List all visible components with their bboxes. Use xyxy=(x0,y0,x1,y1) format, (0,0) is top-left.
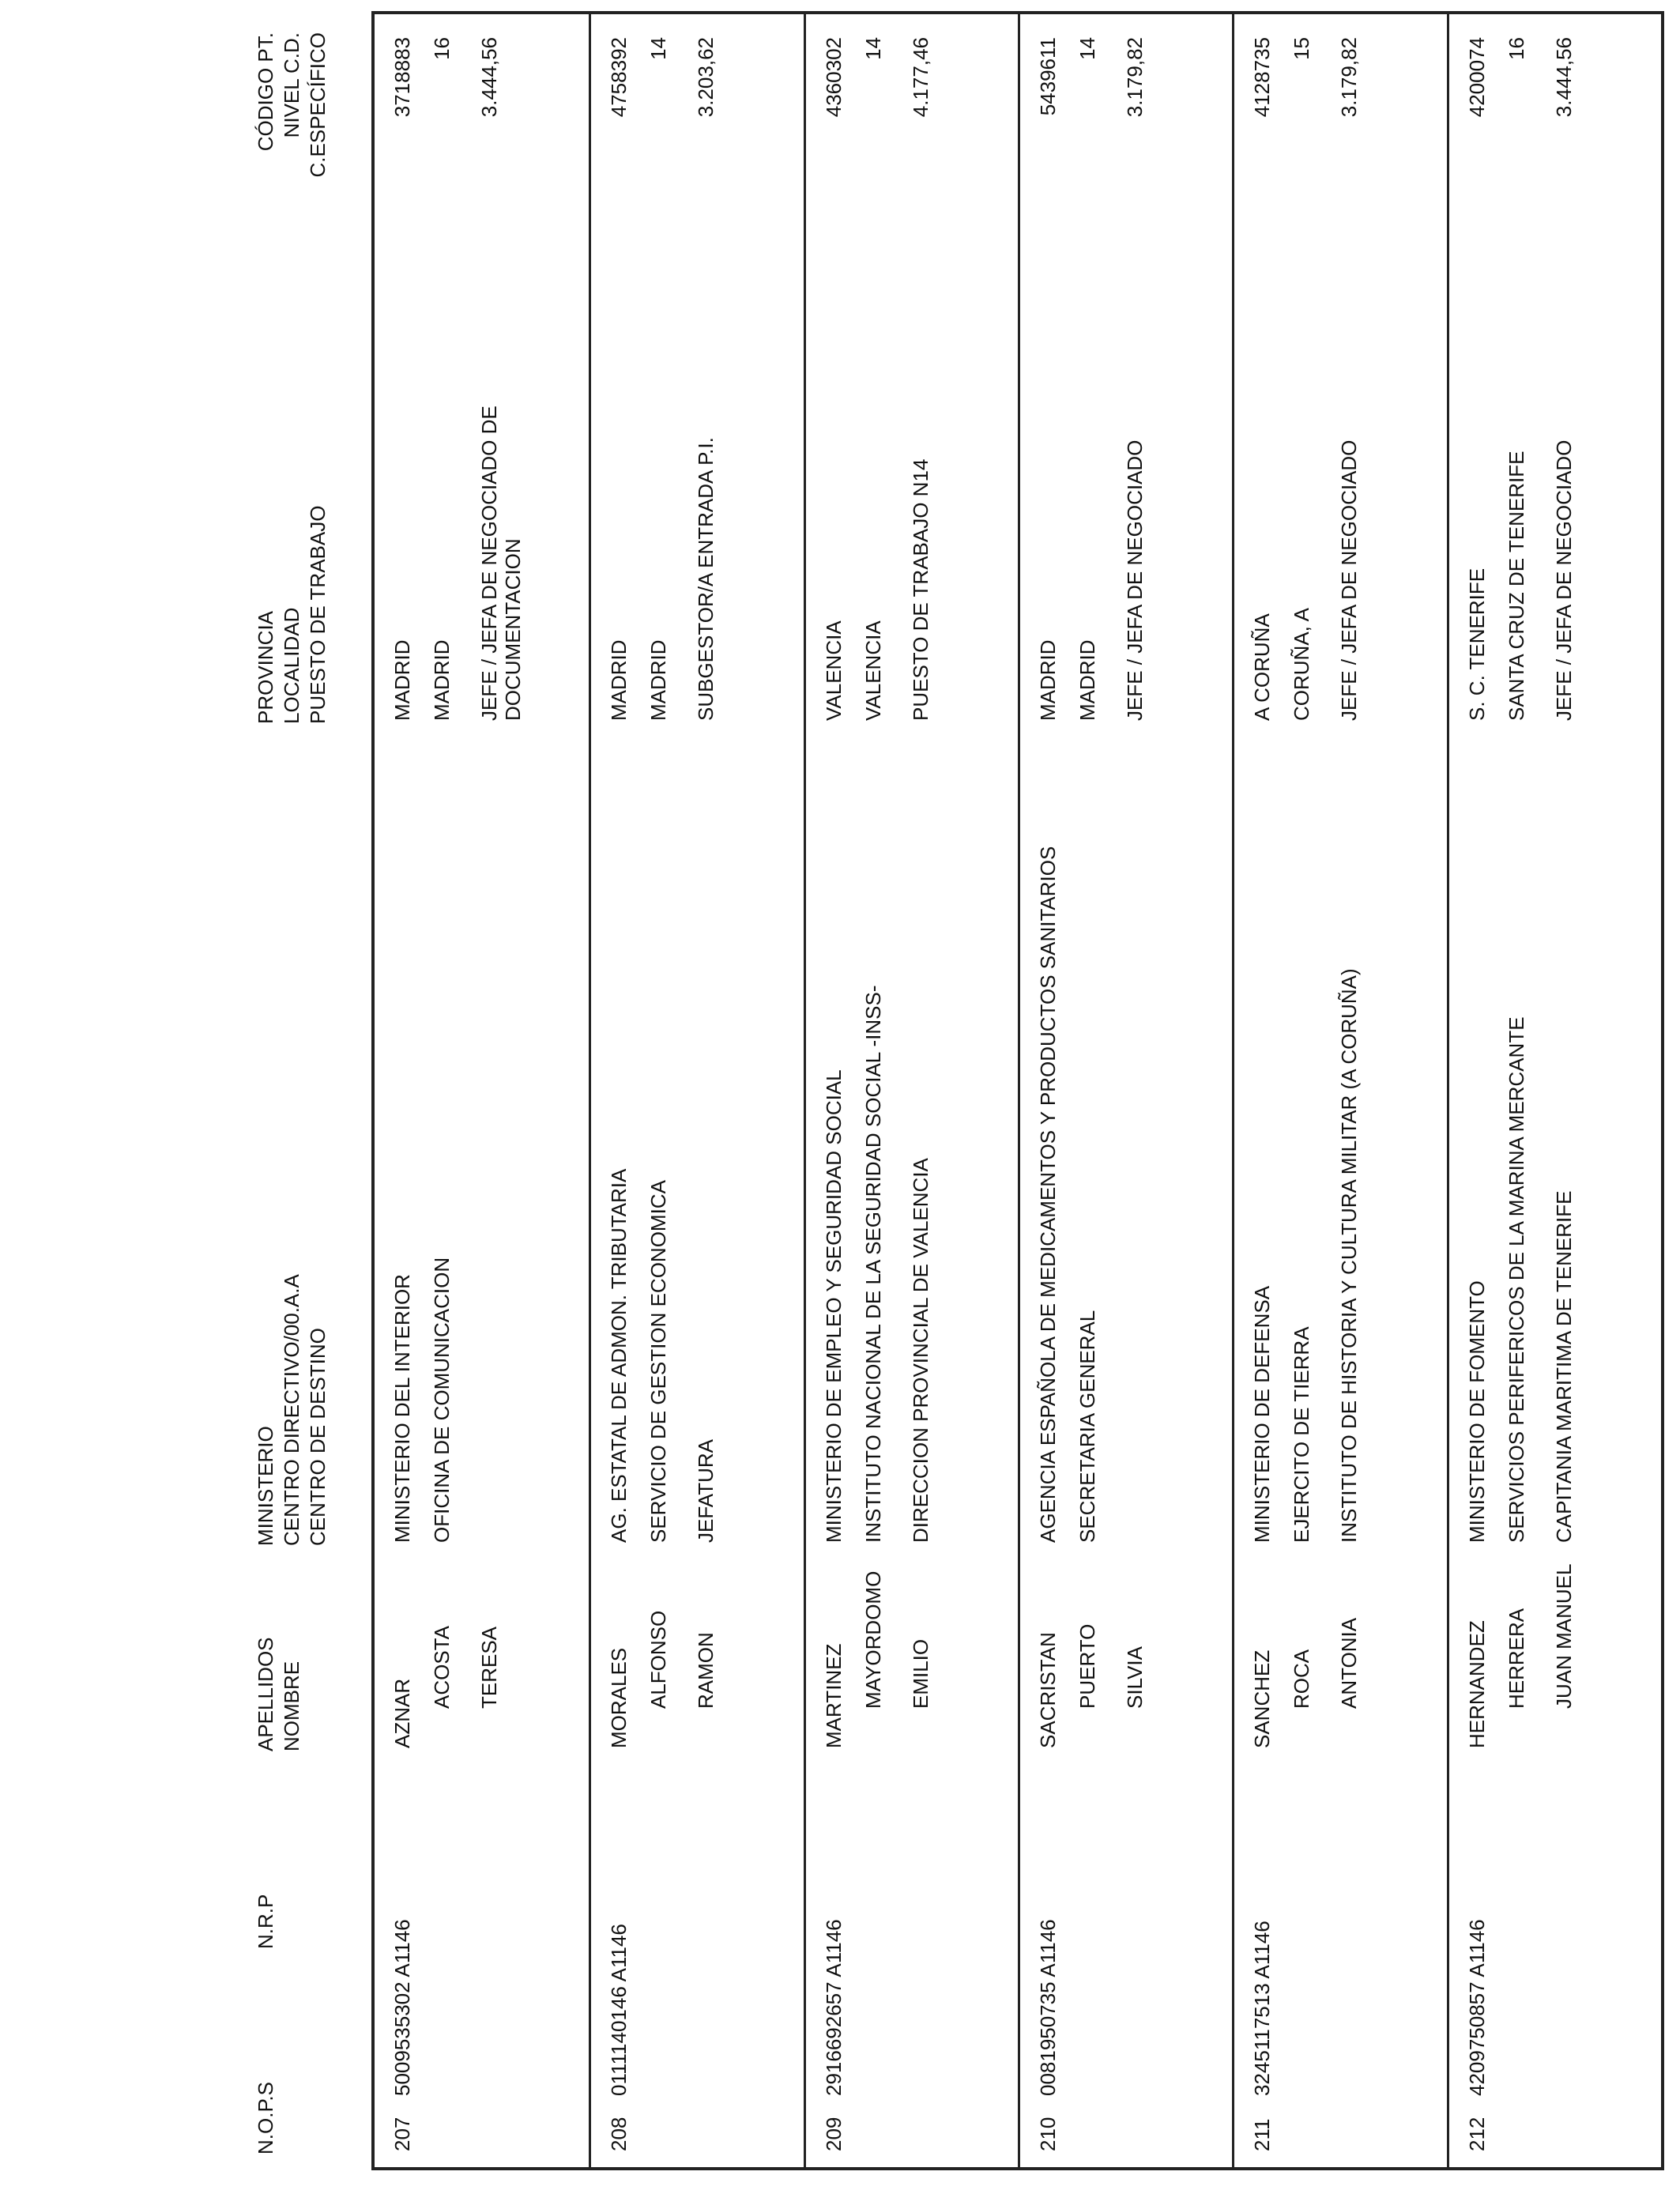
ministerio-value: AG. ESTATAL DE ADMON. TRIBUTARIA xyxy=(607,1168,631,1543)
centro-directivo-value: EJERCITO DE TIERRA xyxy=(1290,1326,1314,1543)
localidad-value: SANTA CRUZ DE TENERIFE xyxy=(1504,450,1528,721)
especifico-value: 4.177,46 xyxy=(908,37,932,118)
centro-directivo-value: SECRETARIA GENERAL xyxy=(1075,1310,1099,1543)
nivel-value: 14 xyxy=(861,37,885,60)
apellido1-value: SANCHEZ xyxy=(1250,1649,1275,1748)
header-nops: N.O.P.S xyxy=(254,2081,277,2154)
apellido2-value: HERRERA xyxy=(1504,1608,1528,1709)
ministerio-value: MINISTERIO DEL INTERIOR xyxy=(390,1274,414,1543)
apellido2-value: MAYORDOMO xyxy=(861,1570,885,1709)
nombre-value: ANTONIA xyxy=(1337,1617,1362,1709)
provincia-value: A CORUÑA xyxy=(1250,613,1275,721)
nombre-value: RAMON xyxy=(694,1632,718,1709)
localidad-value: MADRID xyxy=(1075,639,1099,721)
codigo-value: 4758392 xyxy=(607,37,631,118)
nrp-value: 0111140146 A1146 xyxy=(607,1924,631,2096)
record-group xyxy=(1018,14,1234,2167)
puesto-value: JEFE / JEFA DE NEGOCIADO xyxy=(1337,439,1362,721)
apellido1-value: MORALES xyxy=(607,1647,631,1748)
ministerio-value: MINISTERIO DE FOMENTO xyxy=(1464,1280,1489,1543)
provincia-value: MADRID xyxy=(1036,639,1060,721)
nops-value: 207 xyxy=(390,2117,414,2151)
centro-directivo-value: OFICINA DE COMUNICACION xyxy=(430,1257,454,1543)
record-group xyxy=(1447,14,1663,2167)
puesto-value: JEFE / JEFA DE NEGOCIADO DE DOCUMENTACION xyxy=(477,405,525,721)
record-group xyxy=(804,14,1020,2167)
apellido1-value: MARTINEZ xyxy=(821,1643,846,1748)
nrp-value: 2916692657 A1146 xyxy=(821,1919,846,2096)
nops-value: 210 xyxy=(1036,2117,1060,2151)
codigo-value: 5439611 xyxy=(1036,37,1060,116)
puesto-value: JEFE / JEFA DE NEGOCIADO xyxy=(1551,439,1576,721)
apellido2-value: PUERTO xyxy=(1075,1623,1099,1709)
puesto-value: JEFE / JEFA DE NEGOCIADO xyxy=(1123,439,1147,721)
centro-directivo-value: SERVICIOS PERIFERICOS DE LA MARINA MERCANTE xyxy=(1504,1016,1528,1543)
codigo-value: 4360302 xyxy=(821,37,846,118)
apellido2-value: ALFONSO xyxy=(646,1610,671,1709)
localidad-value: MADRID xyxy=(430,639,454,721)
apellido2-value: ROCA xyxy=(1290,1649,1314,1709)
record-group xyxy=(589,14,805,2167)
provincia-value: MADRID xyxy=(390,639,414,721)
especifico-value: 3.179,82 xyxy=(1123,37,1147,118)
centro-directivo-value: SERVICIO DE GESTION ECONOMICA xyxy=(646,1180,671,1543)
header-nrp: N.R.P xyxy=(254,1894,277,1949)
nrp-value: 4209750857 A1146 xyxy=(1464,1919,1489,2096)
record-group xyxy=(1232,14,1448,2167)
header-provincia: PROVINCIA LOCALIDAD PUESTO DE TRABAJO xyxy=(254,505,330,724)
nombre-value: JUAN MANUEL xyxy=(1551,1563,1576,1709)
ministerio-value: MINISTERIO DE EMPLEO Y SEGURIDAD SOCIAL xyxy=(821,1069,846,1543)
centro-destino-value: CAPITANIA MARITIMA DE TENERIFE xyxy=(1551,1190,1576,1543)
nops-value: 209 xyxy=(821,2117,846,2151)
especifico-value: 3.444,56 xyxy=(1551,37,1576,118)
centro-destino-value: DIRECCION PROVINCIAL DE VALENCIA xyxy=(908,1158,932,1543)
header-ministerio: MINISTERIO CENTRO DIRECTIVO/00.A.A CENTRO DE DESTINO xyxy=(254,1274,330,1546)
apellido1-value: SACRISTAN xyxy=(1036,1632,1060,1748)
nrp-value: 3245117513 A1146 xyxy=(1250,1921,1275,2096)
nops-value: 212 xyxy=(1464,2117,1489,2151)
nrp-value: 5009535302 A1146 xyxy=(390,1919,414,2096)
nombre-value: TERESA xyxy=(477,1626,501,1709)
centro-directivo-value: INSTITUTO NACIONAL DE LA SEGURIDAD SOCIAL -INSS- xyxy=(861,985,885,1543)
header-codigo: CÓDIGO PT. NIVEL C.D. C.ESPECÍFICO xyxy=(254,32,330,178)
ministerio-value: MINISTERIO DE DEFENSA xyxy=(1250,1285,1275,1543)
nivel-value: 16 xyxy=(430,37,454,60)
puesto-value: SUBGESTOR/A ENTRADA P.I. xyxy=(694,437,718,721)
codigo-value: 3718883 xyxy=(390,37,414,118)
apellido2-value: ACOSTA xyxy=(430,1626,454,1709)
localidad-value: CORUÑA, A xyxy=(1290,607,1314,721)
ministerio-value: AGENCIA ESPAÑOLA DE MEDICAMENTOS Y PRODUCTOS SANITARIOS xyxy=(1036,846,1060,1543)
localidad-value: VALENCIA xyxy=(861,620,885,721)
nivel-value: 15 xyxy=(1290,37,1314,60)
centro-destino-value: INSTITUTO DE HISTORIA Y CULTURA MILITAR (A CORUÑA) xyxy=(1337,968,1362,1543)
especifico-value: 3.203,62 xyxy=(694,37,718,118)
puesto-value: PUESTO DE TRABAJO N14 xyxy=(908,458,932,721)
apellido1-value: AZNAR xyxy=(390,1678,414,1748)
records-table xyxy=(371,11,1664,2170)
provincia-value: VALENCIA xyxy=(821,620,846,721)
provincia-value: S. C. TENERIFE xyxy=(1464,567,1489,721)
nivel-value: 14 xyxy=(646,37,671,60)
nops-value: 208 xyxy=(607,2117,631,2151)
nombre-value: EMILIO xyxy=(908,1638,932,1709)
nivel-value: 16 xyxy=(1504,37,1528,60)
codigo-value: 4200074 xyxy=(1464,37,1489,118)
nivel-value: 14 xyxy=(1075,37,1099,60)
codigo-value: 4128735 xyxy=(1250,37,1275,118)
nombre-value: SILVIA xyxy=(1123,1646,1147,1709)
localidad-value: MADRID xyxy=(646,639,671,721)
header-apellidos-nombre: APELLIDOS NOMBRE xyxy=(254,1637,303,1751)
nrp-value: 0081950735 A1146 xyxy=(1036,1919,1060,2096)
especifico-value: 3.179,82 xyxy=(1337,37,1362,118)
centro-destino-value: JEFATURA xyxy=(694,1439,718,1543)
especifico-value: 3.444,56 xyxy=(477,37,501,118)
apellido1-value: HERNANDEZ xyxy=(1464,1620,1489,1748)
nops-value: 211 xyxy=(1250,2118,1275,2151)
provincia-value: MADRID xyxy=(607,639,631,721)
record-group xyxy=(375,14,589,2167)
